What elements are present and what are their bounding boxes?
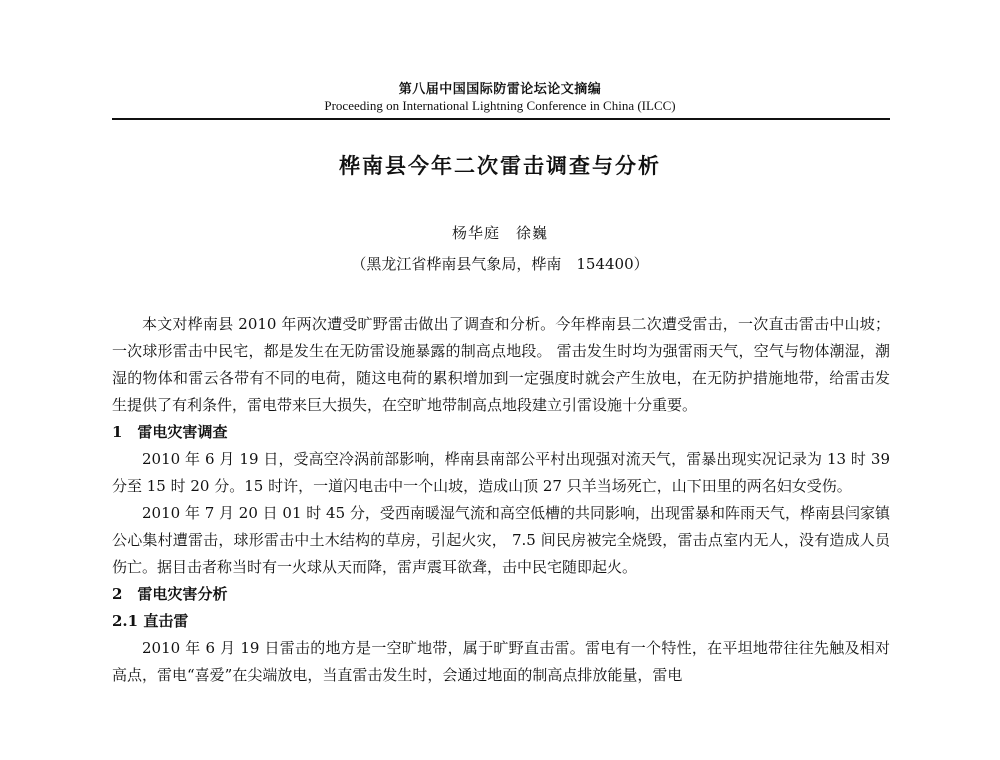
section-1-heading: 1 雷电灾害调查 bbox=[112, 423, 228, 441]
journal-title-en: Proceeding on International Lightning Conference in China (ILCC) bbox=[324, 98, 676, 113]
article-body bbox=[112, 311, 890, 689]
header-rule bbox=[112, 118, 890, 120]
section-1-paragraph-1: 2010 年 6 月 19 日，受高空冷涡前部影响，桦南县南部公平村出现强对流天气，雷暴出现实况记录为 13 时 39 分至 15 时 20 分。15 时许，一道闪电击中一个山坡，造成山顶 27 只羊当场死亡，山下田里的两名妇女受伤。 bbox=[112, 450, 890, 495]
section-2-1-heading: 2.1 直击雷 bbox=[112, 612, 189, 630]
article-affiliation: （黑龙江省桦南县气象局，桦南 154400） bbox=[351, 255, 649, 273]
section-2-1-paragraph-1: 2010 年 6 月 19 日雷击的地方是一空旷地带，属于旷野直击雷。雷电有一个特性，在平坦地带往往先触及相对高点，雷电“喜爱”在尖端放电，当直雷击发生时，会通过地面的制高点排放能量，雷电 bbox=[112, 639, 890, 684]
article-title: 桦南县今年二次雷击调查与分析 bbox=[339, 153, 661, 178]
article-authors: 杨华庭 徐巍 bbox=[451, 224, 548, 242]
journal-title-cn: 第八届中国国际防雷论坛论文摘编 bbox=[398, 82, 602, 97]
abstract-paragraph: 本文对桦南县 2010 年两次遭受旷野雷击做出了调查和分析。今年桦南县二次遭受雷击，一次直击雷击中山坡；一次球形雷击中民宅，都是发生在无防雷设施暴露的制高点地段。 雷击发生时均为强雷雨天气，空气与物体潮湿，潮湿的物体和雷云各带有不同的电荷，随这电荷的累积增加到一定强度时就会产生放电，在无防护措施地带，给雷击发生提供了有利条件，雷电带来巨大损失，在空旷地带制高点地段建立引雷设施十分重要。 bbox=[112, 315, 890, 414]
section-1-paragraph-2: 2010 年 7 月 20 日 01 时 45 分，受西南暖湿气流和高空低槽的共同影响，出现雷暴和阵雨天气，桦南县闫家镇公心集村遭雷击，球形雷击中土木结构的草房，引起火灾， 7.5 间民房被完全烧毁，雷击点室内无人，没有造成人员伤亡。据目击者称当时有一火球从天而降，雷声震耳欲聋，击中民宅随即起火。 bbox=[112, 504, 890, 576]
section-2-heading: 2 雷电灾害分析 bbox=[112, 585, 228, 603]
